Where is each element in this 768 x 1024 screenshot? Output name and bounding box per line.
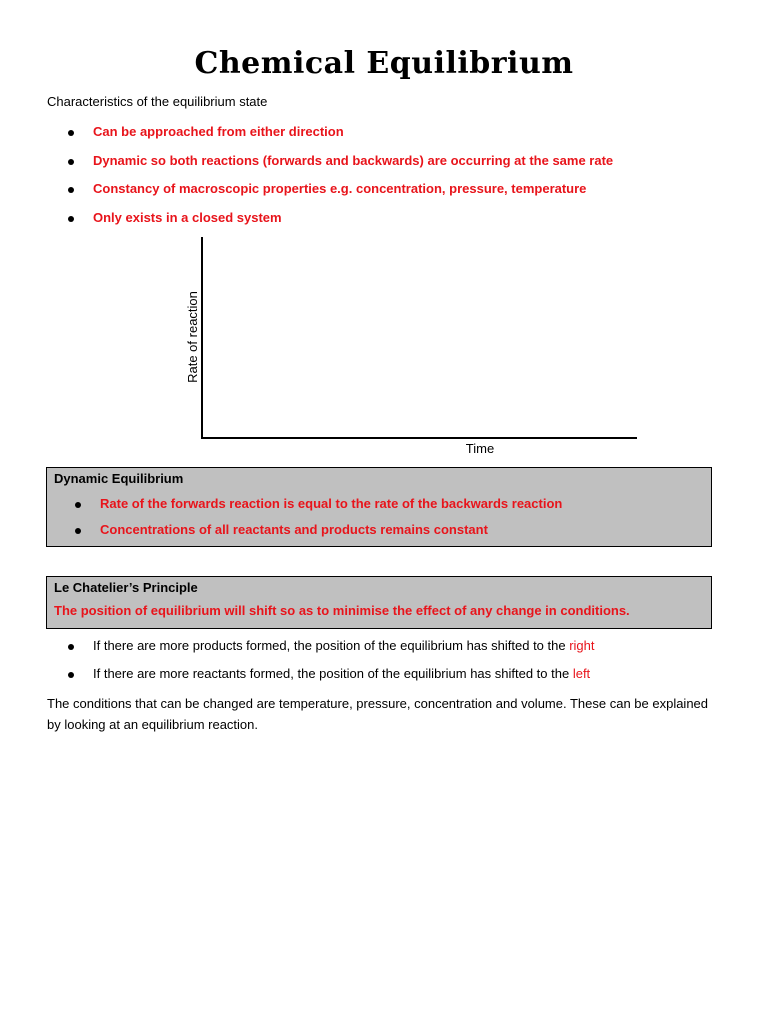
- le-chatelier-box: [46, 576, 712, 629]
- intro-text: Characteristics of the equilibrium state: [47, 94, 268, 109]
- bullet-dot-icon: [68, 187, 74, 193]
- shift-text: If there are more products formed, the position of the equilibrium has shifted to the: [93, 638, 570, 653]
- bullet-dot-icon: [68, 130, 74, 136]
- le-chatelier-statement: The position of equilibrium will shift so as to minimise the effect of any change in conditions.: [54, 603, 630, 618]
- bullet-dot-icon: [75, 502, 81, 508]
- shift-direction: right: [569, 638, 595, 653]
- dynamic-equilibrium-title: Dynamic Equilibrium: [54, 471, 184, 486]
- bullet-dot-icon: [68, 159, 74, 165]
- dynamic-equilibrium-text: Rate of the forwards reaction is equal to the rate of the backwards reaction: [100, 496, 563, 511]
- y-axis-label: Rate of reaction: [185, 291, 200, 383]
- shift-direction: left: [572, 666, 591, 681]
- bullet-dot-icon: [75, 528, 81, 534]
- characteristic-text: Dynamic so both reactions (forwards and backwards) are occurring at the same rate: [93, 153, 614, 168]
- shift-text: If there are more reactants formed, the position of the equilibrium has shifted to the: [93, 666, 573, 681]
- bullet-dot-icon: [68, 216, 74, 222]
- characteristic-text: Can be approached from either direction: [93, 124, 344, 139]
- bullet-dot-icon: [68, 672, 74, 678]
- characteristic-text: Constancy of macroscopic properties e.g. concentration, pressure, temperature: [93, 181, 587, 196]
- characteristic-text: Only exists in a closed system: [93, 210, 282, 225]
- dynamic-equilibrium-text: Concentrations of all reactants and products remains constant: [100, 522, 488, 537]
- le-chatelier-title: Le Chatelier’s Principle: [54, 580, 198, 595]
- rate-time-graph: [160, 232, 650, 462]
- dynamic-equilibrium-box: [46, 467, 712, 547]
- page-title: Chemical Equilibrium: [194, 46, 574, 81]
- bullet-dot-icon: [68, 644, 74, 650]
- x-axis-label: Time: [465, 441, 495, 456]
- closing-paragraph: The conditions that can be changed are temperature, pressure, concentration and volume. These can be explained by looking at an equilibrium reaction.: [47, 696, 709, 732]
